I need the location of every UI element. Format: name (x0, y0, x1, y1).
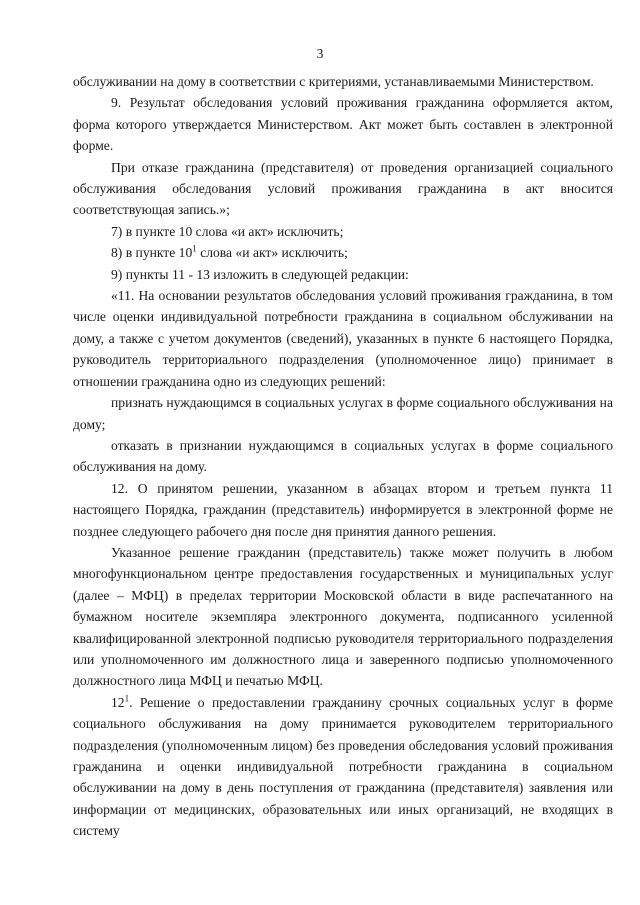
item-12-1-text: . Решение о предоставлении гражданину срочных социальных услуг в форме социального обслуживания на дому принимается руководителем территориального подразделения (уполномоченным лицом) без проведения обследования условий проживания гражданина и оценки индивидуальной потребности гражданина в социальном обслуживании на дому в день поступления от гражданина (представителя) заявления или информации от медицинских, образовательных или иных организаций, не входящих в систему (73, 694, 613, 839)
paragraph-item-11: «11. На основании результатов обследования условий проживания гражданина, в том числе оценки индивидуальной потребности гражданина в социальном обслуживании на дому, а также с учетом документов (сведений), указанных в пункте 6 настоящего Порядка, руководитель территориального подразделения (уполномоченное лицо) принимает в отношении гражданина одно из следующих решений: (73, 288, 613, 389)
paragraph-item-12: 12. О принятом решении, указанном в абзацах втором и третьем пункта 11 настоящего Порядка, гражданин (представитель) информируется в электронной форме не позднее следующего рабочего дня после дня принятия данного решения. (73, 480, 613, 539)
paragraph-mfc: Указанное решение гражданин (представитель) также может получить в любом многофункциональном центре предоставления государственных и муниципальных услуг (далее – МФЦ) в пределах территории Московской области в виде распечатанного на бумажном носителе экземпляра электронного документа, подписанного усиленной квалифицированной электронной подписью руководителя территориального подразделения или уполномоченного им должностного лица и заверенного подписью уполномоченного должностного лица МФЦ и печатью МФЦ. (73, 544, 613, 689)
paragraph-item-12-1 (73, 692, 613, 842)
paragraph-refusal: При отказе гражданина (представителя) от проведения организацией социального обслуживания обследования условий проживания гражданина в акт вносится соответствующая запись.»; (73, 159, 613, 218)
document-body (73, 71, 613, 842)
amend-8-text: слова «и акт» исключить; (200, 245, 348, 261)
amend-8-prefix: 8) в пункте 10 (111, 245, 193, 261)
item-12-1-superscript: 1 (124, 693, 130, 704)
page-number: 3 (316, 46, 324, 61)
paragraph-amend-9: 9) пункты 11 - 13 изложить в следующей редакции: (111, 266, 409, 282)
paragraph-amend-8 (73, 242, 613, 263)
paragraph-amend-7: 7) в пункте 10 слова «и акт» исключить; (111, 223, 344, 239)
paragraph-decision-refuse: отказать в признании нуждающимся в социальных услугах в форме социального обслуживания на дому. (73, 437, 613, 475)
amend-8-superscript: 1 (192, 243, 197, 254)
paragraph-continuation: обслуживании на дому в соответствии с критериями, устанавливаемыми Министерством. (73, 74, 594, 89)
paragraph-decision-recognize: признать нуждающимся в социальных услугах в форме социального обслуживания на дому; (73, 395, 613, 432)
item-12-1-prefix: 12 (111, 694, 125, 710)
paragraph-item-9: 9. Результат обследования условий проживания гражданина оформляется актом, форма которого утверждается Министерством. Акт может быть составлен в электронной форме. (73, 95, 613, 154)
